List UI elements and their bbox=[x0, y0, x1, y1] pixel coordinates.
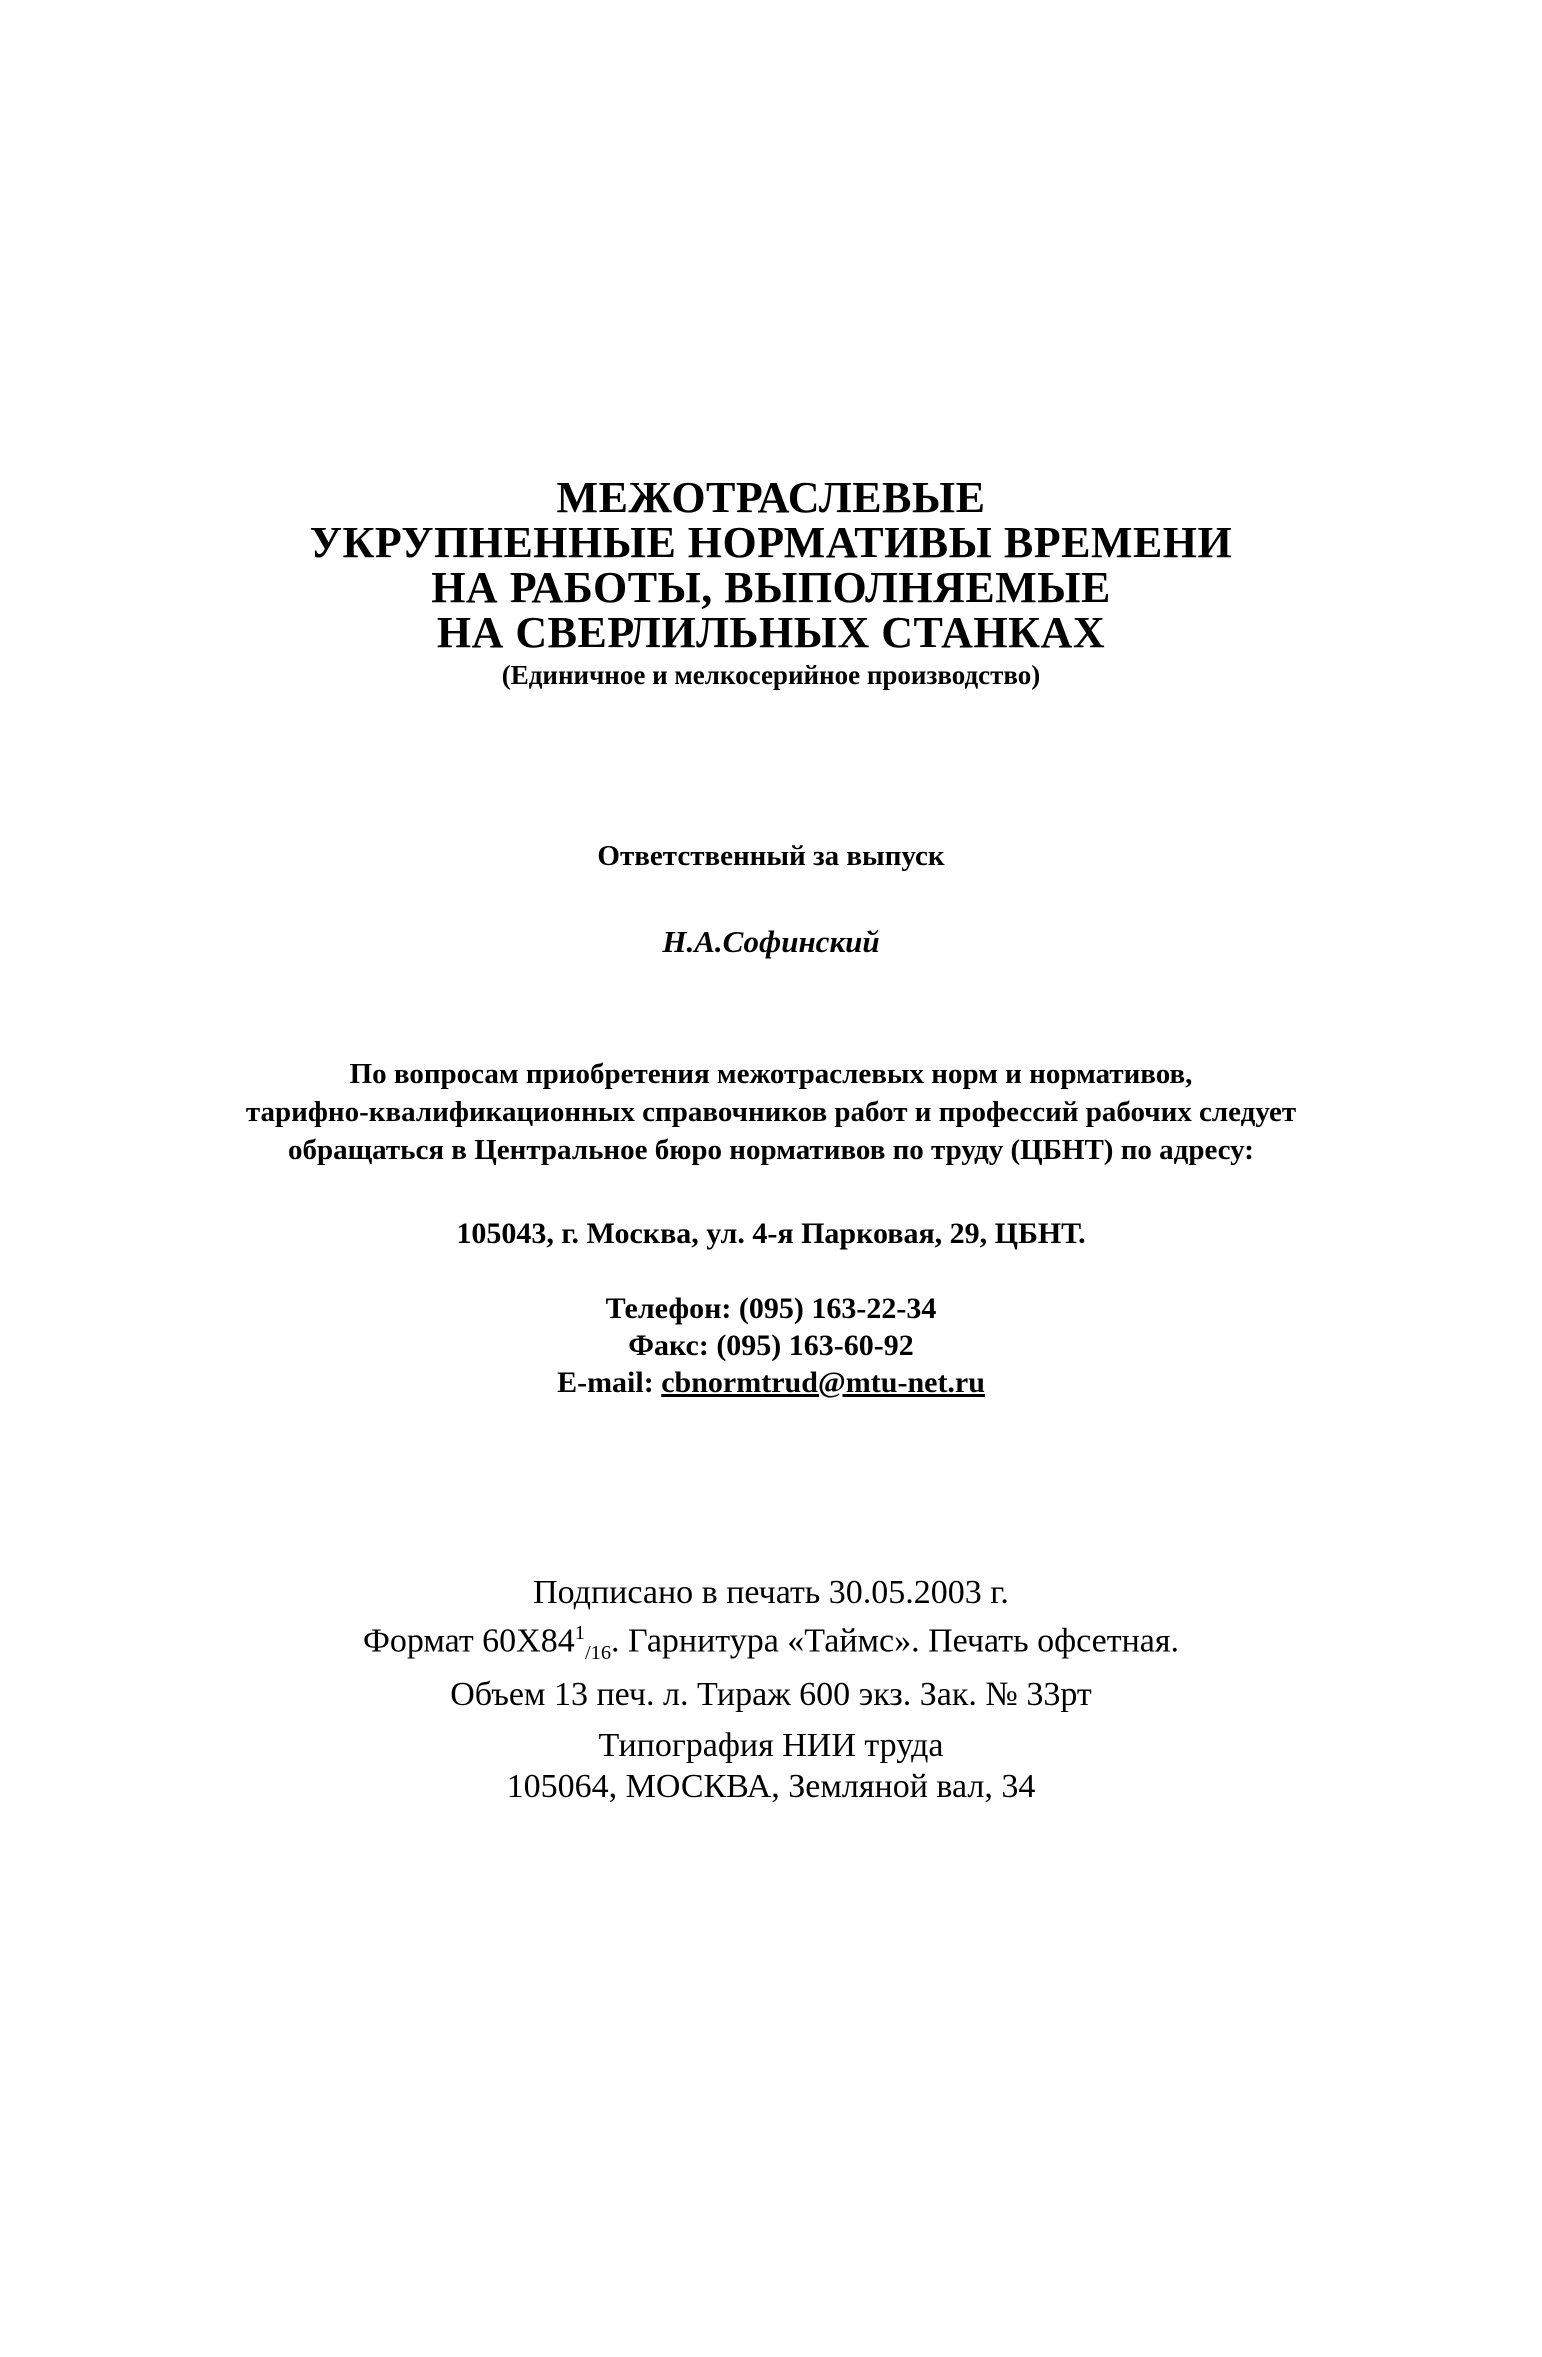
title-line-3: НА РАБОТЫ, ВЫПОЛНЯЕМЫЕ bbox=[431, 563, 1111, 612]
title-line-2: УКРУПНЕННЫЕ НОРМАТИВЫ ВРЕМЕНИ bbox=[309, 518, 1233, 567]
email-link[interactable]: cbnormtrud@mtu-net.ru bbox=[661, 1366, 985, 1399]
imprint-printer: Типография НИИ труда bbox=[598, 1727, 944, 1765]
responsible-label: Ответственный за выпуск bbox=[597, 840, 945, 872]
format-fraction-denominator: /16 bbox=[584, 1642, 612, 1665]
imprint-block bbox=[0, 1572, 1542, 1807]
inquiry-block bbox=[0, 1055, 1542, 1169]
title-block bbox=[0, 475, 1542, 693]
email-label: E-mail: bbox=[557, 1366, 662, 1399]
contacts-block bbox=[0, 1290, 1542, 1401]
inquiry-line-1: По вопросам приобретения межотраслевых норм и нормативов, bbox=[349, 1058, 1193, 1090]
email-line bbox=[0, 1364, 1542, 1401]
title-line-1: МЕЖОТРАСЛЕВЫЕ bbox=[556, 473, 986, 522]
title-line-4: НА СВЕРЛИЛЬНЫХ СТАНКАХ bbox=[436, 608, 1106, 657]
responsible-block bbox=[0, 838, 1542, 960]
subtitle: (Единичное и мелкосерийное производство) bbox=[501, 660, 1041, 690]
phone-line: Телефон: (095) 163-22-34 bbox=[605, 1292, 937, 1325]
format-prefix: Формат 60Х84 bbox=[362, 1622, 575, 1660]
imprint-signed-date: Подписано в печать 30.05.2003 г. bbox=[533, 1574, 1009, 1611]
inquiry-line-3: обращаться в Центральное бюро нормативов по труду (ЦБНТ) по адресу: bbox=[288, 1134, 1254, 1166]
fax-line: Факс: (095) 163-60-92 bbox=[628, 1329, 914, 1362]
address-block bbox=[0, 1215, 1542, 1253]
inquiry-line-2: тарифно-квалификационных справочников работ и профессий рабочих следует bbox=[245, 1096, 1297, 1128]
format-suffix: . Гарнитура «Таймс». Печать офсетная. bbox=[611, 1622, 1180, 1660]
imprint-format bbox=[0, 1613, 1542, 1674]
imprint-volume: Объем 13 печ. л. Тираж 600 экз. Зак. № 33рт bbox=[450, 1676, 1092, 1714]
format-fraction-numerator: 1 bbox=[574, 1622, 585, 1644]
responsible-name: Н.А.Софинский bbox=[662, 924, 880, 959]
address-line: 105043, г. Москва, ул. 4-я Парковая, 29, ЦБНТ. bbox=[456, 1217, 1086, 1250]
imprint-printer-address: 105064, МОСКВА, Земляной вал, 34 bbox=[506, 1768, 1036, 1806]
